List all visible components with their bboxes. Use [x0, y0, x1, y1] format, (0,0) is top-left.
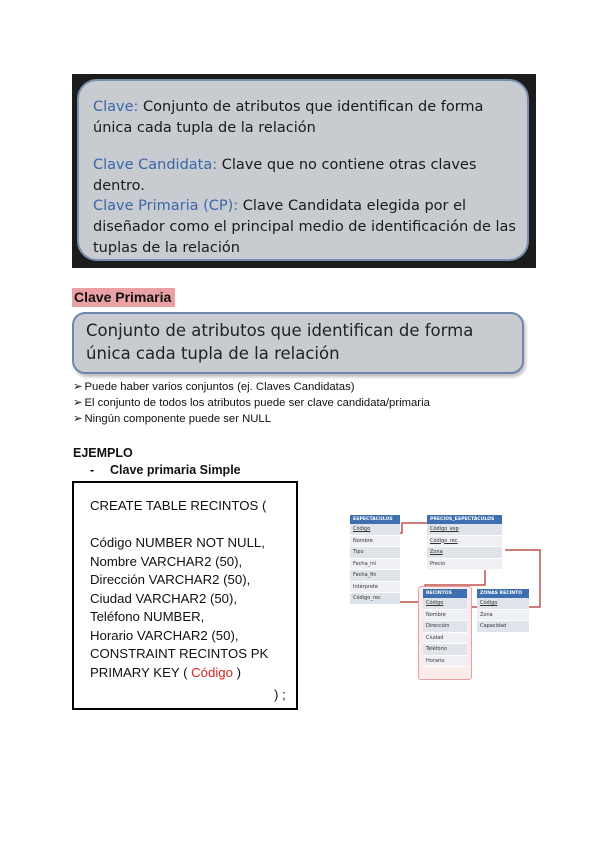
- example-title: EJEMPLO: [73, 446, 133, 460]
- definitions-frame: [72, 74, 536, 268]
- definition-clave: [93, 97, 523, 139]
- definition-clave-candidata: [93, 155, 523, 197]
- info-box-text: Conjunto de atributos que identifican de forma única cada tupla de la relación: [86, 321, 474, 363]
- table-row: Fecha_ini: [350, 559, 400, 571]
- section-title: Clave Primaria: [72, 288, 175, 307]
- definition-term: Clave:: [93, 99, 139, 115]
- table-row: Zona: [427, 547, 502, 559]
- table-row: Código_rec: [427, 536, 502, 548]
- table-row: Nombre: [350, 536, 400, 548]
- definition-term: Clave Candidata:: [93, 157, 218, 173]
- schema-diagram: [345, 510, 560, 680]
- table-row: Dirección: [423, 621, 467, 633]
- table-row: Código: [423, 598, 467, 610]
- table-row: Precio: [427, 559, 502, 571]
- list-item: ➢ Puede haber varios conjuntos (ej. Claves Candidatas): [73, 381, 355, 393]
- table-row: Fecha_fin: [350, 570, 400, 582]
- table-row: Tipo: [350, 547, 400, 559]
- arrow-bullet-icon: ➢: [73, 397, 83, 409]
- table-row: Capacidad: [477, 621, 529, 633]
- table-row: Zona: [477, 610, 529, 622]
- arrow-bullet-icon: ➢: [73, 381, 83, 393]
- definitions-box: [77, 79, 529, 261]
- table-row: Horario: [423, 656, 467, 668]
- table-row: Código_rec: [350, 593, 400, 605]
- list-item: ➢ El conjunto de todos los atributos puede ser clave candidata/primaria: [73, 397, 430, 409]
- table-precios-espectaculos: PRECIOS_ESPECTÁCULOS Código_esp Código_rec Zona Precio: [427, 515, 502, 570]
- info-box: [72, 312, 524, 374]
- table-row: Código_esp: [427, 524, 502, 536]
- table-row: Ciudad: [423, 633, 467, 645]
- example-subtitle: - Clave primaria Simple: [90, 463, 241, 477]
- sql-primary-key-column: Código: [191, 664, 233, 680]
- table-row: Teléfono: [423, 644, 467, 656]
- definition-term: Clave Primaria (CP):: [93, 198, 239, 214]
- table-row: Código: [477, 598, 529, 610]
- subtitle-dash: -: [90, 463, 95, 477]
- relation-line: [397, 523, 428, 533]
- table-espectaculos: ESPECTACULOS Código Nombre Tipo Fecha_ini Fecha_fin Intérprete Código_rec: [350, 515, 400, 605]
- definition-text: Clave que no contiene otras claves dentro.: [93, 157, 477, 194]
- table-zonas-recinto: ZONAS RECINTO Código Zona Capacidad: [477, 589, 529, 633]
- definition-clave-primaria: [93, 196, 523, 259]
- table-row: Código: [350, 524, 400, 536]
- bullet-list: [73, 379, 430, 427]
- definition-text: Clave Candidata elegida por el diseñador como el principal medio de identificación de las tuplas de la relación: [93, 198, 516, 256]
- arrow-bullet-icon: ➢: [73, 413, 83, 425]
- sql-code-box: [72, 481, 298, 710]
- definition-text: Conjunto de atributos que identifican de forma única cada tupla de la relación: [93, 99, 484, 136]
- table-row: Intérprete: [350, 582, 400, 594]
- sql-end: ) ;: [274, 687, 286, 702]
- table-recintos: RECINTOS Código Nombre Dirección Ciudad Teléfono Horario: [423, 589, 467, 667]
- table-row: Nombre: [423, 610, 467, 622]
- sql-code: CREATE TABLE RECINTOS ( Código NUMBER NOT NULL, Nombre VARCHAR2 (50), Dirección VARCHAR2 (50), Ciudad VARCHAR2 (50), Teléfono NUMBER, Horario VARCHAR2 (50), CONSTRAINT RECINTOS PK PRIMARY KEY ( Código ): [90, 498, 269, 680]
- list-item: ➢ Ningún componente puede ser NULL: [73, 413, 271, 425]
